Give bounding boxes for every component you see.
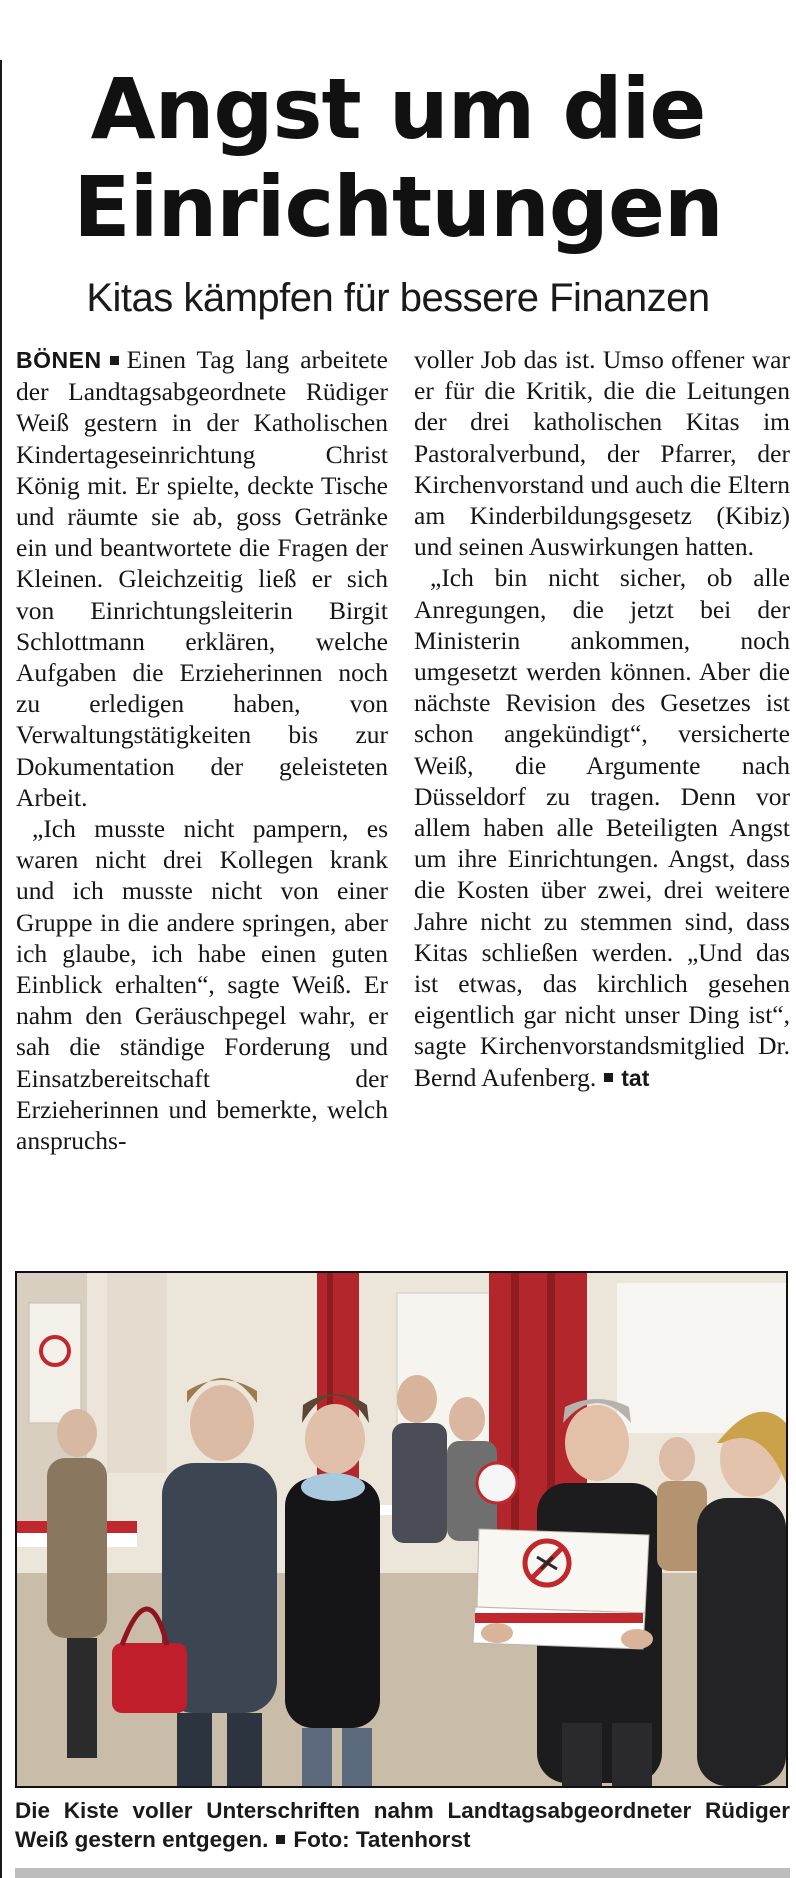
photo-illustration	[17, 1273, 786, 1786]
photo-credit: Foto: Tatenhorst	[293, 1827, 471, 1852]
author-byline: tat	[621, 1064, 650, 1091]
article-subheadline: Kitas kämpfen für bessere Finanzen	[86, 276, 710, 320]
news-photo	[15, 1271, 788, 1788]
end-square-icon	[604, 1073, 613, 1082]
article-column-right	[414, 344, 790, 1094]
separator-square-icon	[110, 356, 119, 365]
paragraph-4	[414, 562, 790, 1093]
paragraph-3: voller Job das ist. Umso offener war er für die Kritik, die die Leitungen der drei katholischen Kitas im Pastoralverbund, der Pfarrer, der Kirchenvorstand und auch die Eltern am Kinderbildungsgesetz (Kibiz) und seinen Auswirkungen hatten.	[414, 345, 790, 562]
paragraph-2: „Ich musste nicht pampern, es waren nicht drei Kollegen krank und ich musste nicht von einer Gruppe in die andere springen, aber ich glaube, ich habe einen guten Einblick erhalten“, sagte Weiß. Er nahm den Geräuschpegel wahr, er sah die ständige Forderung und Einsatzbereitschaft der Erzieherinnen und bemerkte, welch anspruchs-	[16, 814, 388, 1156]
paragraph-4-text: „Ich bin nicht sicher, ob alle Anregungen, die jetzt bei der Ministerin ankommen, noch umgesetzt werden können. Aber die nächste Revision des Gesetzes ist schon angekündigt“, versicherte Weiß, die Argumente nach Düsseldorf zu tragen. Denn vor allem haben alle Beteiligten Angst um ihre Einrichtungen. Angst, dass die Kosten über zwei, drei weitere Jahre nicht zu stemmen sind, dass Kitas schließen werden. „Und das ist etwas, das kirchlich gesehen eigentlich gar nicht unser Ding ist“, sagte Kirchenvorstandsmitglied Dr. Bernd Aufenberg.	[414, 563, 790, 1092]
article-column-left	[16, 344, 388, 1156]
left-column-rule	[0, 60, 2, 1878]
caption-text: Die Kiste voller Unterschriften nahm Landtagsabgeordneter Rüdiger Weiß gestern entgegen.	[15, 1798, 790, 1852]
photo-caption	[15, 1796, 790, 1854]
paragraph-1-text: Einen Tag lang arbeitete der Landtagsabgeordnete Rüdiger Weiß gestern in der Katholischen Kindertageseinrichtung Christ König mit. Er spielte, deckte Tische und räumte sie ab, goss Getränke ein und beantwortete die Fragen der Kleinen. Gleichzeitig ließ er sich von Einrichtungsleiterin Birgit Schlottmann erklären, welche Aufgaben die Erzieherinnen noch zu erledigen haben, von Verwaltungstätigkeiten bis zur Dokumentation der geleisteten Arbeit.	[16, 345, 388, 812]
bottom-separator-bar	[15, 1868, 790, 1878]
headline-line-1: Angst um die	[90, 60, 706, 158]
headline-line-2: Einrichtungen	[73, 158, 723, 256]
paragraph-1	[16, 344, 388, 813]
caption-square-icon	[276, 1835, 285, 1844]
article-headline	[0, 60, 796, 256]
dateline: BÖNEN	[16, 347, 102, 373]
